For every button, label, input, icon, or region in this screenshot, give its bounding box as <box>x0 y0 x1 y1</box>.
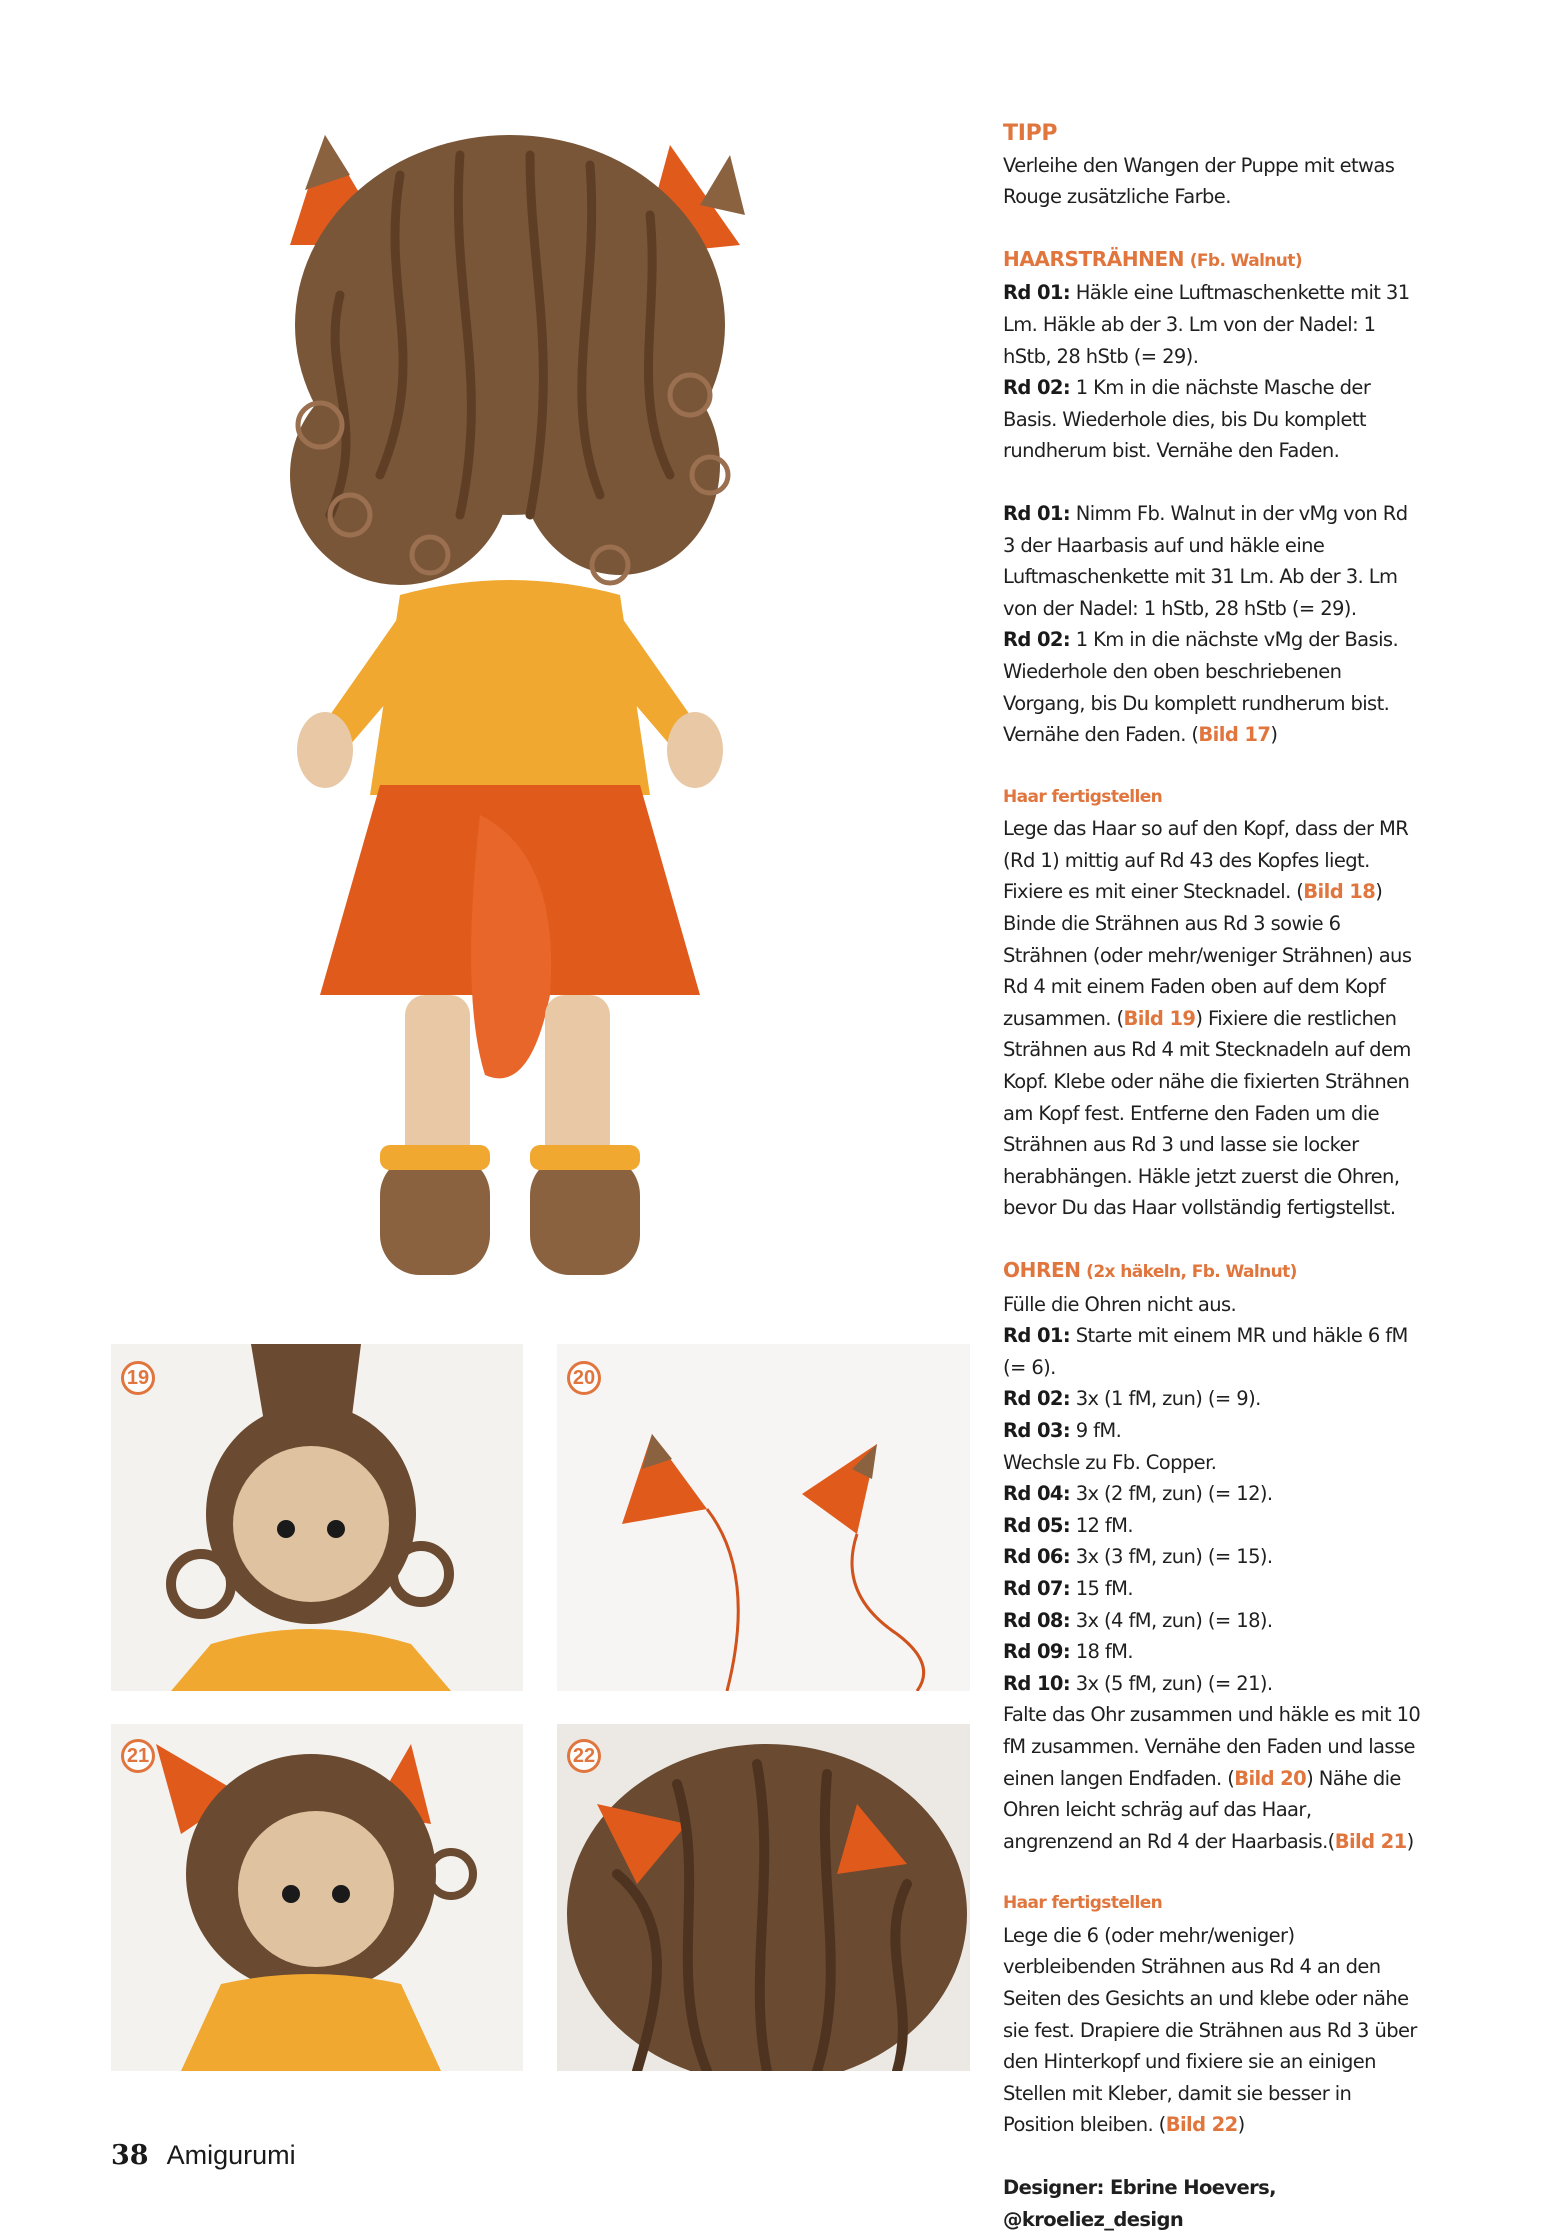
instruction-row: Rd 09: 18 fM. <box>1003 1640 1134 1664</box>
ohren-note: (2x häkeln, Fb. Walnut) <box>1086 1262 1297 1282</box>
figure-reference: Bild 19 <box>1123 1006 1196 1030</box>
photo-badge-22: 22 <box>567 1739 601 1773</box>
figure-reference: Bild 18 <box>1303 880 1376 904</box>
instruction-row <box>1003 624 1423 750</box>
doll-back-photo <box>230 95 790 1315</box>
figure-reference: Bild 20 <box>1234 1766 1307 1790</box>
bild-22-photo <box>557 1724 970 2071</box>
designer-handle: @kroeliez_design <box>1003 2207 1184 2231</box>
bild-21-photo <box>111 1724 523 2071</box>
page-footer <box>111 2140 296 2171</box>
round-label: Rd 01: <box>1003 501 1071 525</box>
haar-fertigstellen-heading-2: Haar fertigstellen <box>1003 1893 1163 1914</box>
ohren-heading <box>1003 1255 1423 1289</box>
color-switch-note: Wechsle zu Fb. Copper. <box>1003 1450 1217 1474</box>
haar-fertigstellen-text-1: Lege das Haar so auf den Kopf, dass der MR (Rd 1) mittig auf Rd 43 des Kopfes liegt. Fixiere es mit einer Stecknadel. (Bild 18) Binde die Strähnen aus Rd 3 sowie 6 Strähnen (oder mehr/weniger Strähnen) aus Rd 4 mit einem Faden oben auf dem Kopf zusammen. (Bild 19) Fixiere die restlichen Strähnen aus Rd 4 mit Stecknadeln auf dem Kopf. Klebe oder nähe die fixierten Strähnen am Kopf fest. Entferne den Faden um die Strähnen aus Rd 3 und lasse sie locker herabhängen. Häkle jetzt zuerst die Ohren, bevor Du das Haar vollständig fertigstellst. <box>1003 817 1412 1220</box>
figure-reference: Bild 22 <box>1165 2113 1238 2137</box>
photo-badge-21: 21 <box>121 1739 155 1773</box>
round-text: ) <box>1270 723 1278 747</box>
round-text: 1 Km in die nächste Masche der Basis. Wiederhole dies, bis Du komplett rundherum bist. Vernähe den Faden. <box>1003 376 1371 463</box>
round-text: 1 Km in die nächste vMg der Basis. Wiederhole den oben beschriebenen Vorgang, bis Du komplett rundherum bist. Vernähe den Faden. ( <box>1003 628 1399 747</box>
designer-credit: Designer: Ebrine Hoevers, <box>1003 2176 1276 2200</box>
figure-reference: Bild 21 <box>1334 1829 1407 1853</box>
doll-back-illustration <box>230 95 790 1315</box>
round-text: Nimm Fb. Walnut in der vMg von Rd 3 der Haarbasis auf und häkle eine Luftmaschenkette mit 31 Lm. Ab der 3. Lm von der Nadel: 1 hStb, 28 hStb (= 29). <box>1003 501 1408 620</box>
ohren-intro: Fülle die Ohren nicht aus. <box>1003 1292 1237 1316</box>
instruction-row: Rd 02: 3x (1 fM, zun) (= 9). <box>1003 1387 1261 1411</box>
tipp-heading: TIPP <box>1003 121 1058 146</box>
haar-fertigstellen-text-2: Lege die 6 (oder mehr/weniger) verbleibenden Strähnen aus Rd 4 an den Seiten des Gesichts an und klebe oder nähe sie fest. Drapiere die Strähnen aus Rd 3 über den Hinterkopf und fixiere sie an einigen Stellen mit Kleber, damit sie besser in Position bleiben. (Bild 22) <box>1003 1923 1417 2137</box>
instruction-row <box>1003 277 1423 372</box>
haarstraehnen-note: (Fb. Walnut) <box>1189 250 1302 271</box>
haar-fertigstellen-heading-1: Haar fertigstellen <box>1003 786 1163 807</box>
haarstraehnen-title: HAARSTRÄHNEN <box>1003 246 1185 271</box>
instruction-row: Rd 08: 3x (4 fM, zun) (= 18). <box>1003 1608 1273 1632</box>
round-text: Häkle eine Luftmaschenkette mit 31 Lm. Häkle ab der 3. Lm von der Nadel: 1 hStb, 28 hStb (= 29). <box>1003 281 1410 368</box>
round-label: Rd 02: <box>1003 628 1071 652</box>
instruction-row: Rd 06: 3x (3 fM, zun) (= 15). <box>1003 1545 1273 1569</box>
bild-19-photo <box>111 1344 523 1691</box>
instruction-row: Rd 01: Starte mit einem MR und häkle 6 fM (= 6). <box>1003 1324 1408 1379</box>
round-label: Rd 02: <box>1003 376 1071 400</box>
photo-badge-19: 19 <box>121 1361 155 1395</box>
tipp-text: Verleihe den Wangen der Puppe mit etwas Rouge zusätzliche Farbe. <box>1003 153 1395 209</box>
instruction-row: Rd 10: 3x (5 fM, zun) (= 21). <box>1003 1671 1273 1695</box>
ohren-title: OHREN <box>1003 1258 1081 1282</box>
magazine-name: Amigurumi <box>166 2140 296 2170</box>
photo-badge-20: 20 <box>567 1361 601 1395</box>
instruction-row: Rd 05: 12 fM. <box>1003 1513 1134 1537</box>
instruction-row: Rd 07: 15 fM. <box>1003 1576 1134 1600</box>
ohren-finish-text: Falte das Ohr zusammen und häkle es mit 10 fM zusammen. Vernähe den Faden und lasse einen langen Endfaden. (Bild 20) Nähe die Ohren leicht schräg auf das Haar, angrenzend an Rd 4 der Haarbasis.(Bild 21) <box>1003 1703 1421 1853</box>
instruction-row: Rd 03: 9 fM. <box>1003 1418 1122 1442</box>
instruction-row: Rd 04: 3x (2 fM, zun) (= 12). <box>1003 1482 1273 1506</box>
bild-20-photo <box>557 1344 970 1691</box>
haarstraehnen-heading <box>1003 244 1423 278</box>
instructions-column <box>1003 118 1423 2235</box>
instruction-row <box>1003 372 1423 467</box>
instruction-row <box>1003 498 1423 624</box>
page-number: 38 <box>111 2140 149 2171</box>
round-label: Rd 01: <box>1003 281 1071 305</box>
figure-reference: Bild 17 <box>1198 723 1271 747</box>
